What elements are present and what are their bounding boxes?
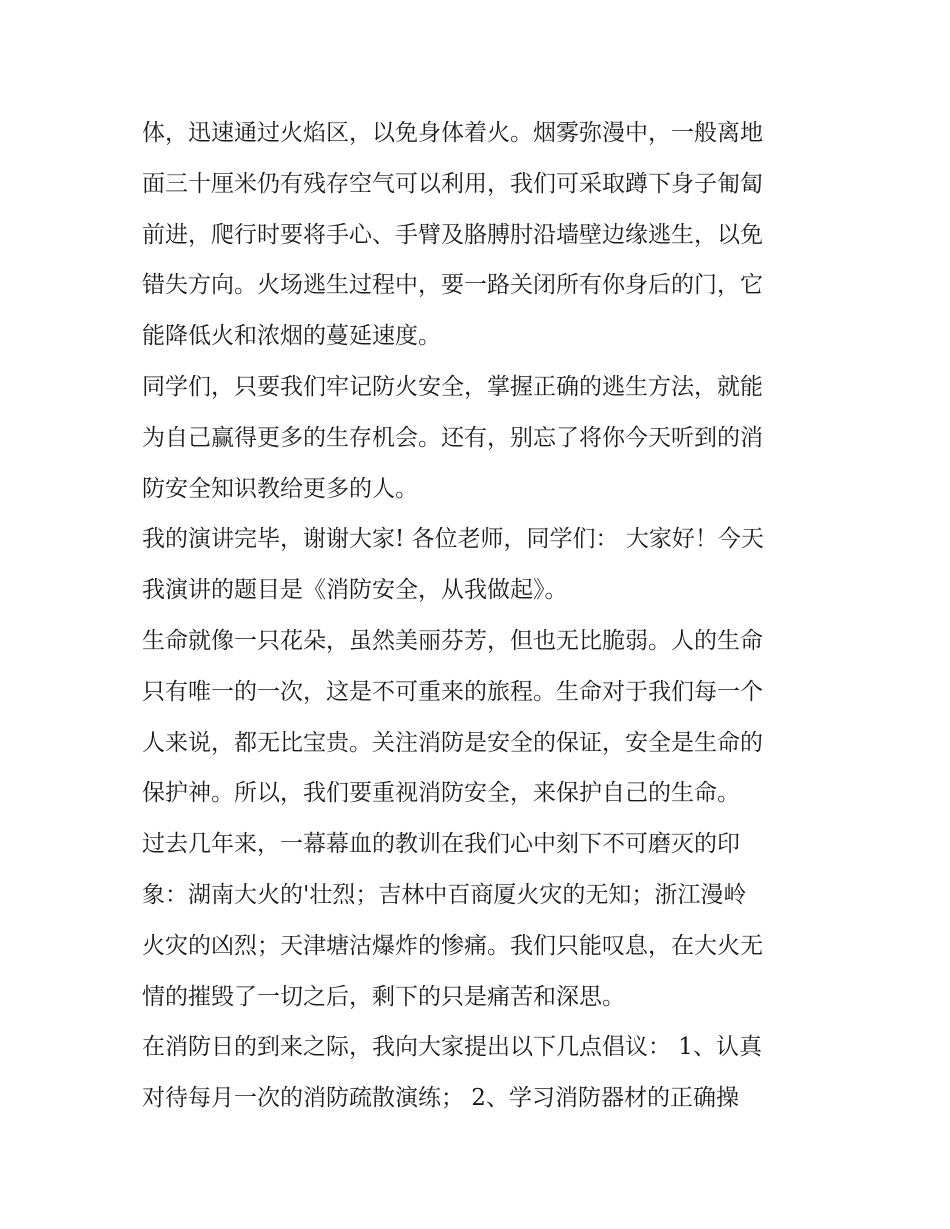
paragraph-proposals bbox=[142, 1022, 812, 1124]
text-line: 对待每月一次的消防疏散演练； 2、学习消防器材的正确操 bbox=[142, 1085, 739, 1112]
text-line: 象：湖南大火的'壮烈；吉林中百商厦火灾的无知；浙江漫岭 bbox=[142, 881, 747, 908]
paragraph-speech-intro bbox=[142, 514, 812, 616]
text-line: 错失方向。火场逃生过程中，要一路关闭所有你身后的门，它 bbox=[142, 272, 763, 299]
text-line: 体，迅速通过火焰区，以免身体着火。烟雾弥漫中，一般离地 bbox=[142, 120, 763, 146]
paragraph-remember-safety bbox=[142, 362, 812, 514]
paragraph-life-precious bbox=[142, 616, 812, 819]
document-page bbox=[142, 108, 812, 1124]
text-line: 在消防日的到来之际，我向大家提出以下几点倡议： 1、认真 bbox=[142, 1034, 762, 1061]
paragraph-escape-tips bbox=[142, 108, 812, 362]
text-line: 生命就像一只花朵，虽然美丽芬芳，但也无比脆弱。人的生命 bbox=[142, 627, 763, 654]
text-line: 同学们，只要我们牢记防火安全，掌握正确的逃生方法，就能 bbox=[142, 373, 763, 400]
text-line: 过去几年来，一幕幕血的教训在我们心中刻下不可磨灭的印 bbox=[142, 831, 740, 858]
text-line: 情的摧毁了一切之后，剩下的只是痛苦和深思。 bbox=[142, 983, 625, 1010]
text-line: 我演讲的题目是《消防安全，从我做起》。 bbox=[142, 577, 568, 604]
text-line: 能降低火和浓烟的蔓延速度。 bbox=[142, 323, 441, 350]
text-line: 只有唯一的一次，这是不可重来的旅程。生命对于我们每一个 bbox=[142, 678, 763, 705]
text-line: 人来说，都无比宝贵。关注消防是安全的保证，安全是生命的 bbox=[142, 729, 763, 756]
text-line: 我的演讲完毕，谢谢大家! 各位老师，同学们： 大家好！今天 bbox=[142, 526, 764, 553]
text-line: 保护神。所以，我们要重视消防安全，来保护自己的生命。 bbox=[142, 780, 740, 807]
text-line: 为自己赢得更多的生存机会。还有，别忘了将你今天听到的消 bbox=[142, 424, 763, 451]
text-line: 防安全知识教给更多的人。 bbox=[142, 475, 418, 502]
text-line: 面三十厘米仍有残存空气可以利用，我们可采取蹲下身子匍匐 bbox=[142, 170, 763, 197]
text-line: 前进，爬行时要将手心、手臂及胳膊肘沿墙壁边缘逃生，以免 bbox=[142, 221, 763, 248]
text-line: 火灾的凶烈；天津塘沽爆炸的惨痛。我们只能叹息，在大火无 bbox=[142, 932, 763, 959]
paragraph-past-lessons bbox=[142, 819, 812, 1022]
